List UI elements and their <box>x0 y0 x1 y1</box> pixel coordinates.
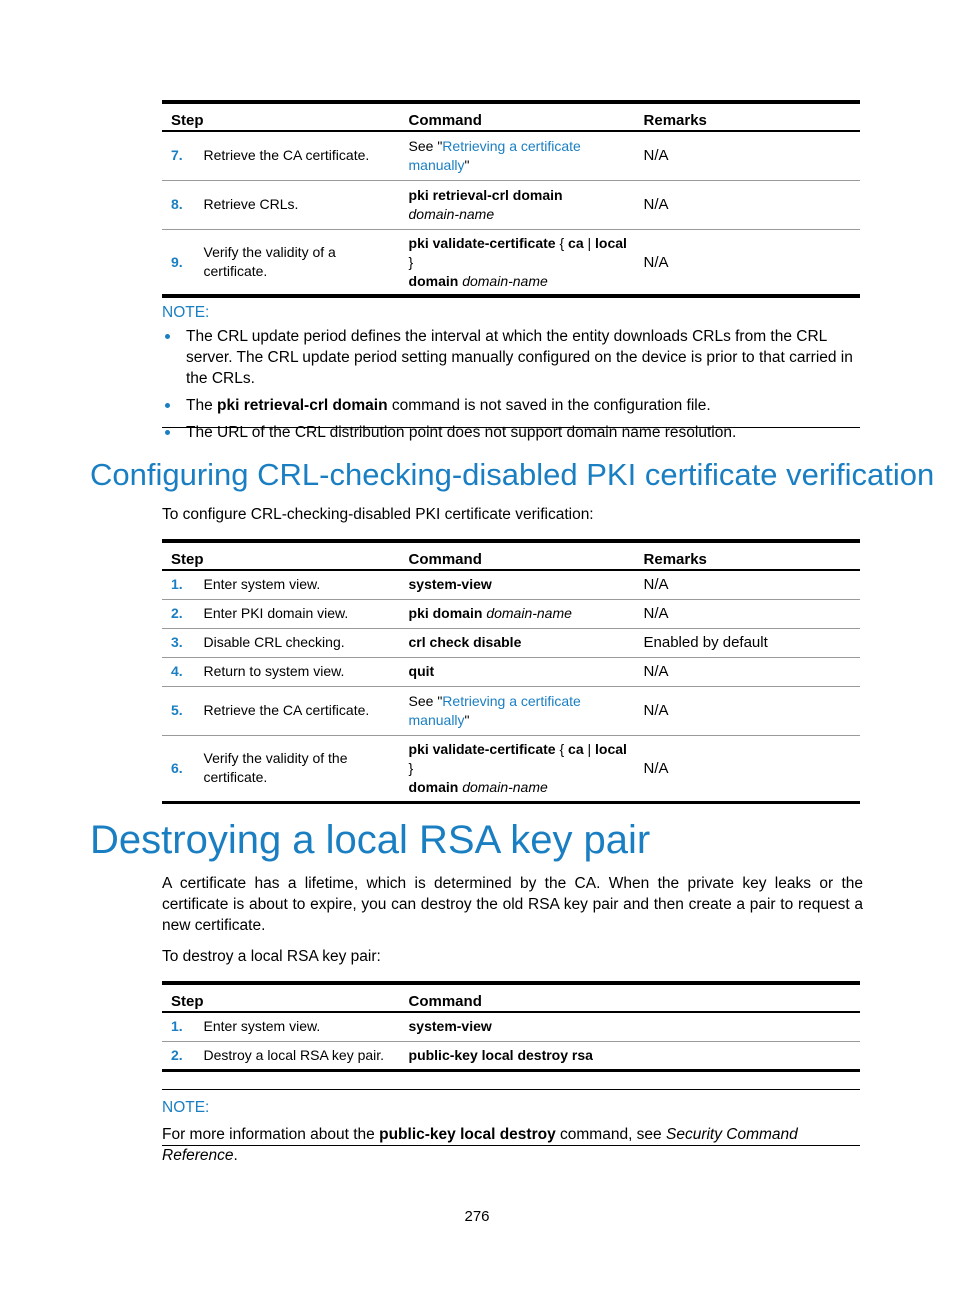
note-box <box>162 1089 860 1164</box>
step-command: See "Retrieving a certificate manually" <box>404 686 639 735</box>
table-row <box>162 1041 860 1070</box>
note-item: The CRL update period defines the interval at which the entity downloads CRLs from the CRL server. The CRL update period setting manually configured on the device is prior to that carried in the CRLs. <box>162 326 860 389</box>
table-row <box>162 657 860 686</box>
step-command: See "Retrieving a certificate manually" <box>404 131 639 180</box>
step-number: 6. <box>162 735 204 802</box>
header-command: Command <box>404 541 639 570</box>
step-command: public-key local destroy rsa <box>404 1041 860 1070</box>
step-action: Enter system view. <box>204 1012 404 1041</box>
header-step: Step <box>162 983 204 1012</box>
step-remarks: N/A <box>639 131 860 180</box>
table-steps-destroy-rsa <box>162 981 860 1072</box>
header-command: Command <box>404 983 860 1012</box>
step-command: pki validate-certificate { ca | local } domain domain-name <box>404 735 639 802</box>
table-row <box>162 1012 860 1041</box>
step-number: 3. <box>162 628 204 657</box>
note-title: NOTE: <box>162 1099 210 1116</box>
table-row <box>162 180 860 229</box>
step-remarks: N/A <box>639 657 860 686</box>
step-command: pki retrieval-crl domain domain-name <box>404 180 639 229</box>
header-step: Step <box>162 102 204 131</box>
note-title: NOTE: <box>162 304 210 321</box>
header-remarks: Remarks <box>639 102 860 131</box>
step-remarks: N/A <box>639 180 860 229</box>
step-command: pki validate-certificate { ca | local } domain domain-name <box>404 229 639 296</box>
note-item: The URL of the CRL distribution point does not support domain name resolution. <box>162 422 860 443</box>
step-action: Enter system view. <box>204 570 404 599</box>
step-number: 2. <box>162 1041 204 1070</box>
step-remarks: N/A <box>639 735 860 802</box>
step-number: 2. <box>162 599 204 628</box>
step-command: system-view <box>404 570 639 599</box>
step-action: Retrieve CRLs. <box>204 180 404 229</box>
step-remarks: N/A <box>639 229 860 296</box>
section-heading: Destroying a local RSA key pair <box>90 818 651 862</box>
step-remarks: N/A <box>639 570 860 599</box>
bullet-icon <box>165 403 170 408</box>
header-command: Command <box>404 102 639 131</box>
note-list <box>162 326 860 443</box>
step-command: crl check disable <box>404 628 639 657</box>
step-action: Enter PKI domain view. <box>204 599 404 628</box>
table-row <box>162 735 860 802</box>
note-item: The pki retrieval-crl domain command is not saved in the configuration file. <box>162 395 860 416</box>
step-number: 8. <box>162 180 204 229</box>
header-step: Step <box>162 541 204 570</box>
step-number: 1. <box>162 570 204 599</box>
step-command: system-view <box>404 1012 860 1041</box>
table-header-row <box>162 102 860 131</box>
step-command: quit <box>404 657 639 686</box>
note-box <box>162 294 860 441</box>
step-action: Verify the validity of a certificate. <box>204 229 404 296</box>
step-number: 4. <box>162 657 204 686</box>
table-row <box>162 229 860 296</box>
table-row <box>162 686 860 735</box>
step-action: Disable CRL checking. <box>204 628 404 657</box>
step-command: pki domain domain-name <box>404 599 639 628</box>
table-header-row <box>162 983 860 1012</box>
page-number: 276 <box>464 1208 490 1225</box>
step-remarks: Enabled by default <box>639 628 860 657</box>
step-number: 7. <box>162 131 204 180</box>
step-action: Retrieve the CA certificate. <box>204 686 404 735</box>
step-action: Destroy a local RSA key pair. <box>204 1041 404 1070</box>
section-body: A certificate has a lifetime, which is determined by the CA. When the private key leaks or the certificate is about to expire, you can destroy the old RSA key pair and then create a pair to request a new certificate. <box>162 875 863 934</box>
link-retrieving-certificate[interactable]: Retrieving a certificate manually <box>408 137 581 173</box>
table-row <box>162 599 860 628</box>
link-retrieving-certificate[interactable]: Retrieving a certificate manually <box>408 692 581 728</box>
table-row <box>162 570 860 599</box>
note-text: For more information about the public-key local destroy command, see Security Command Reference. <box>162 1126 798 1164</box>
header-remarks: Remarks <box>639 541 860 570</box>
section-heading: Configuring CRL-checking-disabled PKI certificate verification <box>90 457 935 492</box>
bullet-icon <box>165 430 170 435</box>
table-row <box>162 628 860 657</box>
step-action: Return to system view. <box>204 657 404 686</box>
table-header-row <box>162 541 860 570</box>
section-intro: To configure CRL-checking-disabled PKI certificate verification: <box>162 506 594 523</box>
table-steps-crl-disable <box>162 539 860 804</box>
section-intro: To destroy a local RSA key pair: <box>162 948 381 965</box>
table-row <box>162 131 860 180</box>
step-action: Verify the validity of the certificate. <box>204 735 404 802</box>
step-number: 1. <box>162 1012 204 1041</box>
step-number: 5. <box>162 686 204 735</box>
step-action: Retrieve the CA certificate. <box>204 131 404 180</box>
step-number: 9. <box>162 229 204 296</box>
step-remarks: N/A <box>639 686 860 735</box>
bullet-icon <box>165 334 170 339</box>
step-remarks: N/A <box>639 599 860 628</box>
table-steps-retrieval <box>162 100 860 298</box>
